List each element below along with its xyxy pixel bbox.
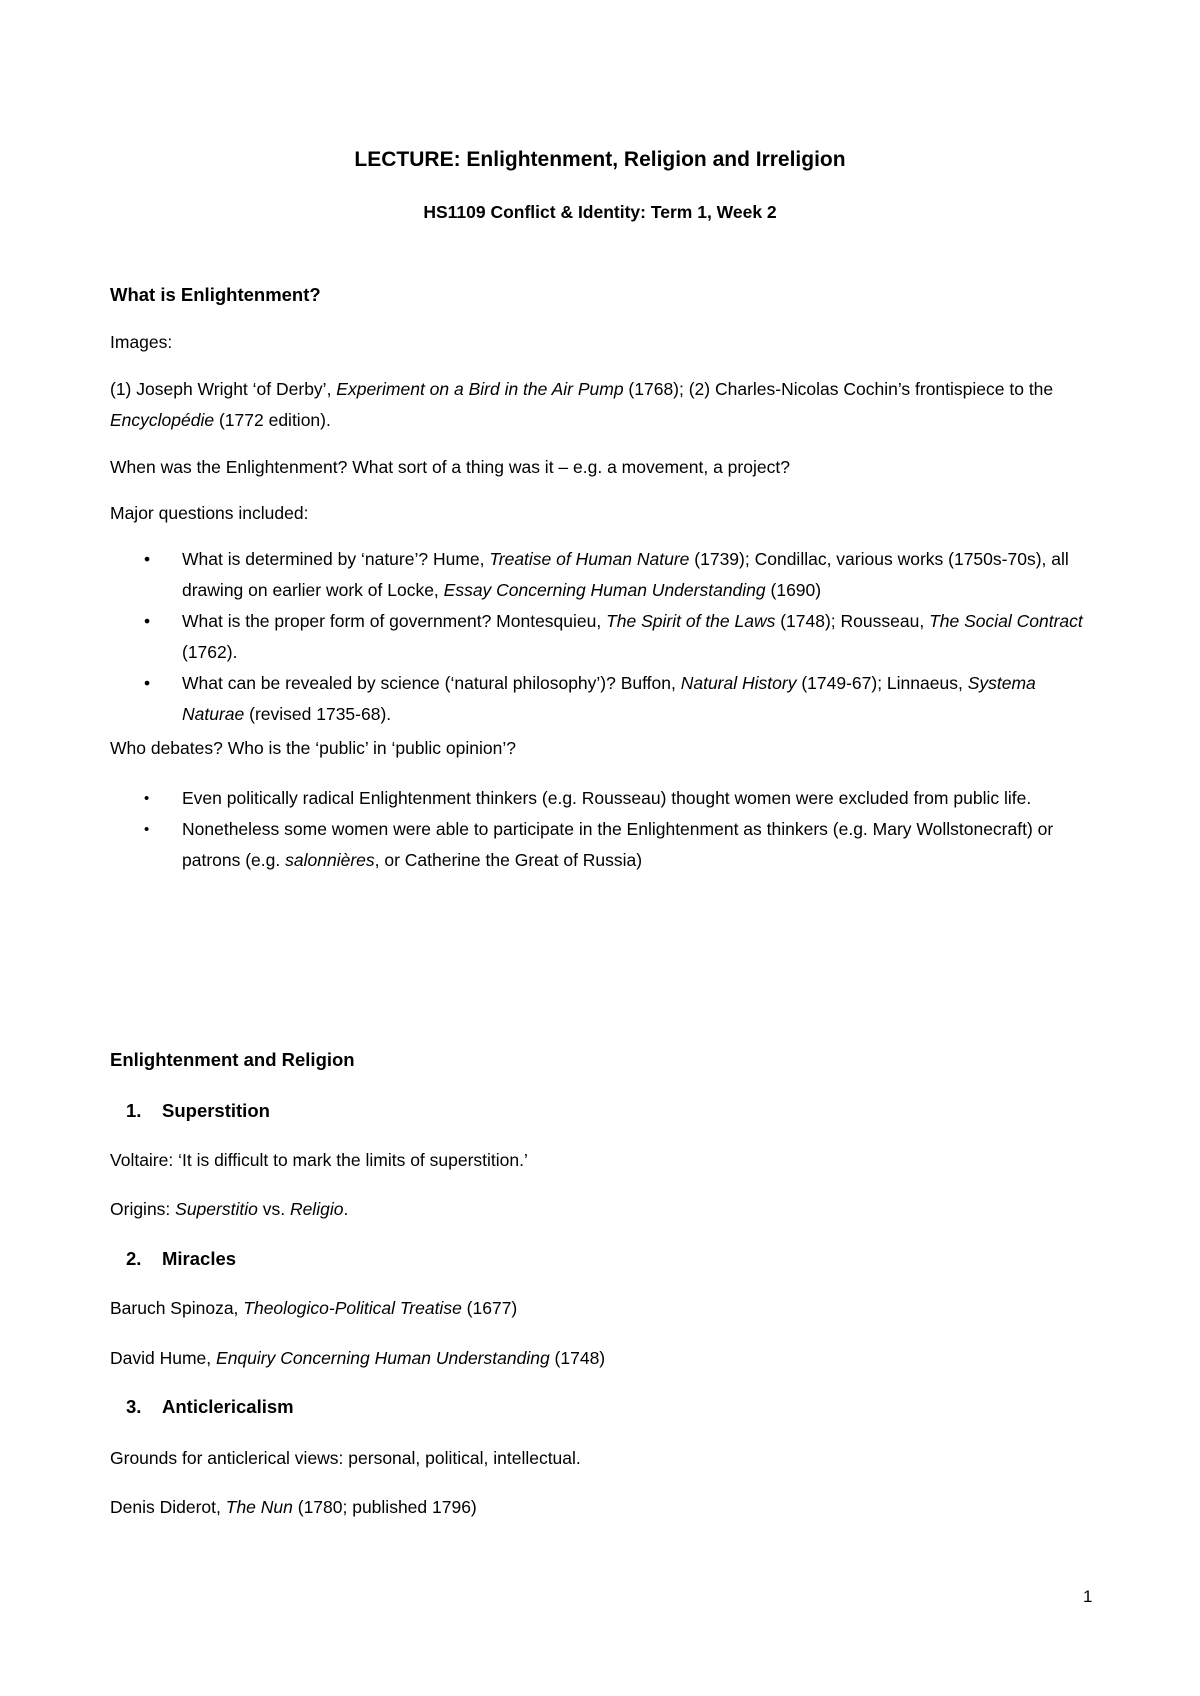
list-item-text: Nonetheless some women were able to participate in the Enlightenment as thinkers (e.g. Mary Wollstonecraft) or patrons (e.g. salonnières, or Catherine the Great of Russia) bbox=[182, 819, 1054, 870]
list-item bbox=[110, 783, 1100, 814]
when-question: When was the Enlightenment? What sort of a thing was it – e.g. a movement, a project? bbox=[110, 457, 790, 477]
origins-line: Origins: Superstitio vs. Religio. bbox=[110, 1199, 349, 1219]
list-item-text: What can be revealed by science (‘natural philosophy’)? Buffon, Natural History (1749-67); Linnaeus, Systema Naturae (revised 1735-68). bbox=[182, 673, 1036, 724]
who-debates-question: Who debates? Who is the ‘public’ in ‘public opinion’? bbox=[110, 738, 516, 758]
list-item-text: Even politically radical Enlightenment thinkers (e.g. Rousseau) thought women were excluded from public life. bbox=[182, 788, 1032, 808]
section-heading-enlightenment-and-religion: Enlightenment and Religion bbox=[110, 1049, 355, 1070]
list-item bbox=[110, 814, 1100, 876]
list-item-text: What is determined by ‘nature’? Hume, Treatise of Human Nature (1739); Condillac, various works (1750s-70s), all drawing on earlier work of Locke, Essay Concerning Human Understanding (1690) bbox=[182, 549, 1069, 600]
page-title: LECTURE: Enlightenment, Religion and Irreligion bbox=[354, 148, 846, 171]
bullet-icon: • bbox=[144, 790, 150, 807]
subheading-superstition: 1. Superstition bbox=[126, 1100, 270, 1121]
bullet-icon: • bbox=[144, 611, 151, 631]
section-heading-what-is-enlightenment: What is Enlightenment? bbox=[110, 284, 321, 305]
page-number: 1 bbox=[1083, 1587, 1093, 1606]
images-paragraph: (1) Joseph Wright ‘of Derby’, Experiment on a Bird in the Air Pump (1768); (2) Charles-Nicolas Cochin’s frontispiece to the Encyclopédie (1772 edition). bbox=[110, 379, 1054, 430]
major-questions-label: Major questions included: bbox=[110, 503, 309, 523]
subheading-miracles: 2. Miracles bbox=[126, 1248, 237, 1269]
images-label: Images: bbox=[110, 332, 173, 352]
bullet-icon: • bbox=[144, 821, 150, 838]
diderot-reference: Denis Diderot, The Nun (1780; published 1796) bbox=[110, 1497, 477, 1517]
major-questions-list bbox=[110, 544, 1100, 730]
bullet-icon: • bbox=[144, 673, 151, 693]
debate-points-list bbox=[110, 783, 1100, 876]
list-item bbox=[110, 544, 1100, 606]
grounds-line: Grounds for anticlerical views: personal, political, intellectual. bbox=[110, 1448, 581, 1468]
subheading-anticlericalism: 3. Anticlericalism bbox=[126, 1396, 294, 1417]
page-subtitle: HS1109 Conflict & Identity: Term 1, Week 2 bbox=[423, 202, 777, 222]
list-item-text: What is the proper form of government? Montesquieu, The Spirit of the Laws (1748); Rousseau, The Social Contract (1762). bbox=[182, 611, 1083, 662]
spinoza-reference: Baruch Spinoza, Theologico-Political Treatise (1677) bbox=[110, 1298, 518, 1318]
voltaire-quote: Voltaire: ‘It is difficult to mark the limits of superstition.’ bbox=[110, 1150, 528, 1170]
list-item bbox=[110, 668, 1100, 730]
list-item bbox=[110, 606, 1100, 668]
bullet-icon: • bbox=[144, 549, 151, 569]
hume-reference: David Hume, Enquiry Concerning Human Understanding (1748) bbox=[110, 1348, 606, 1368]
